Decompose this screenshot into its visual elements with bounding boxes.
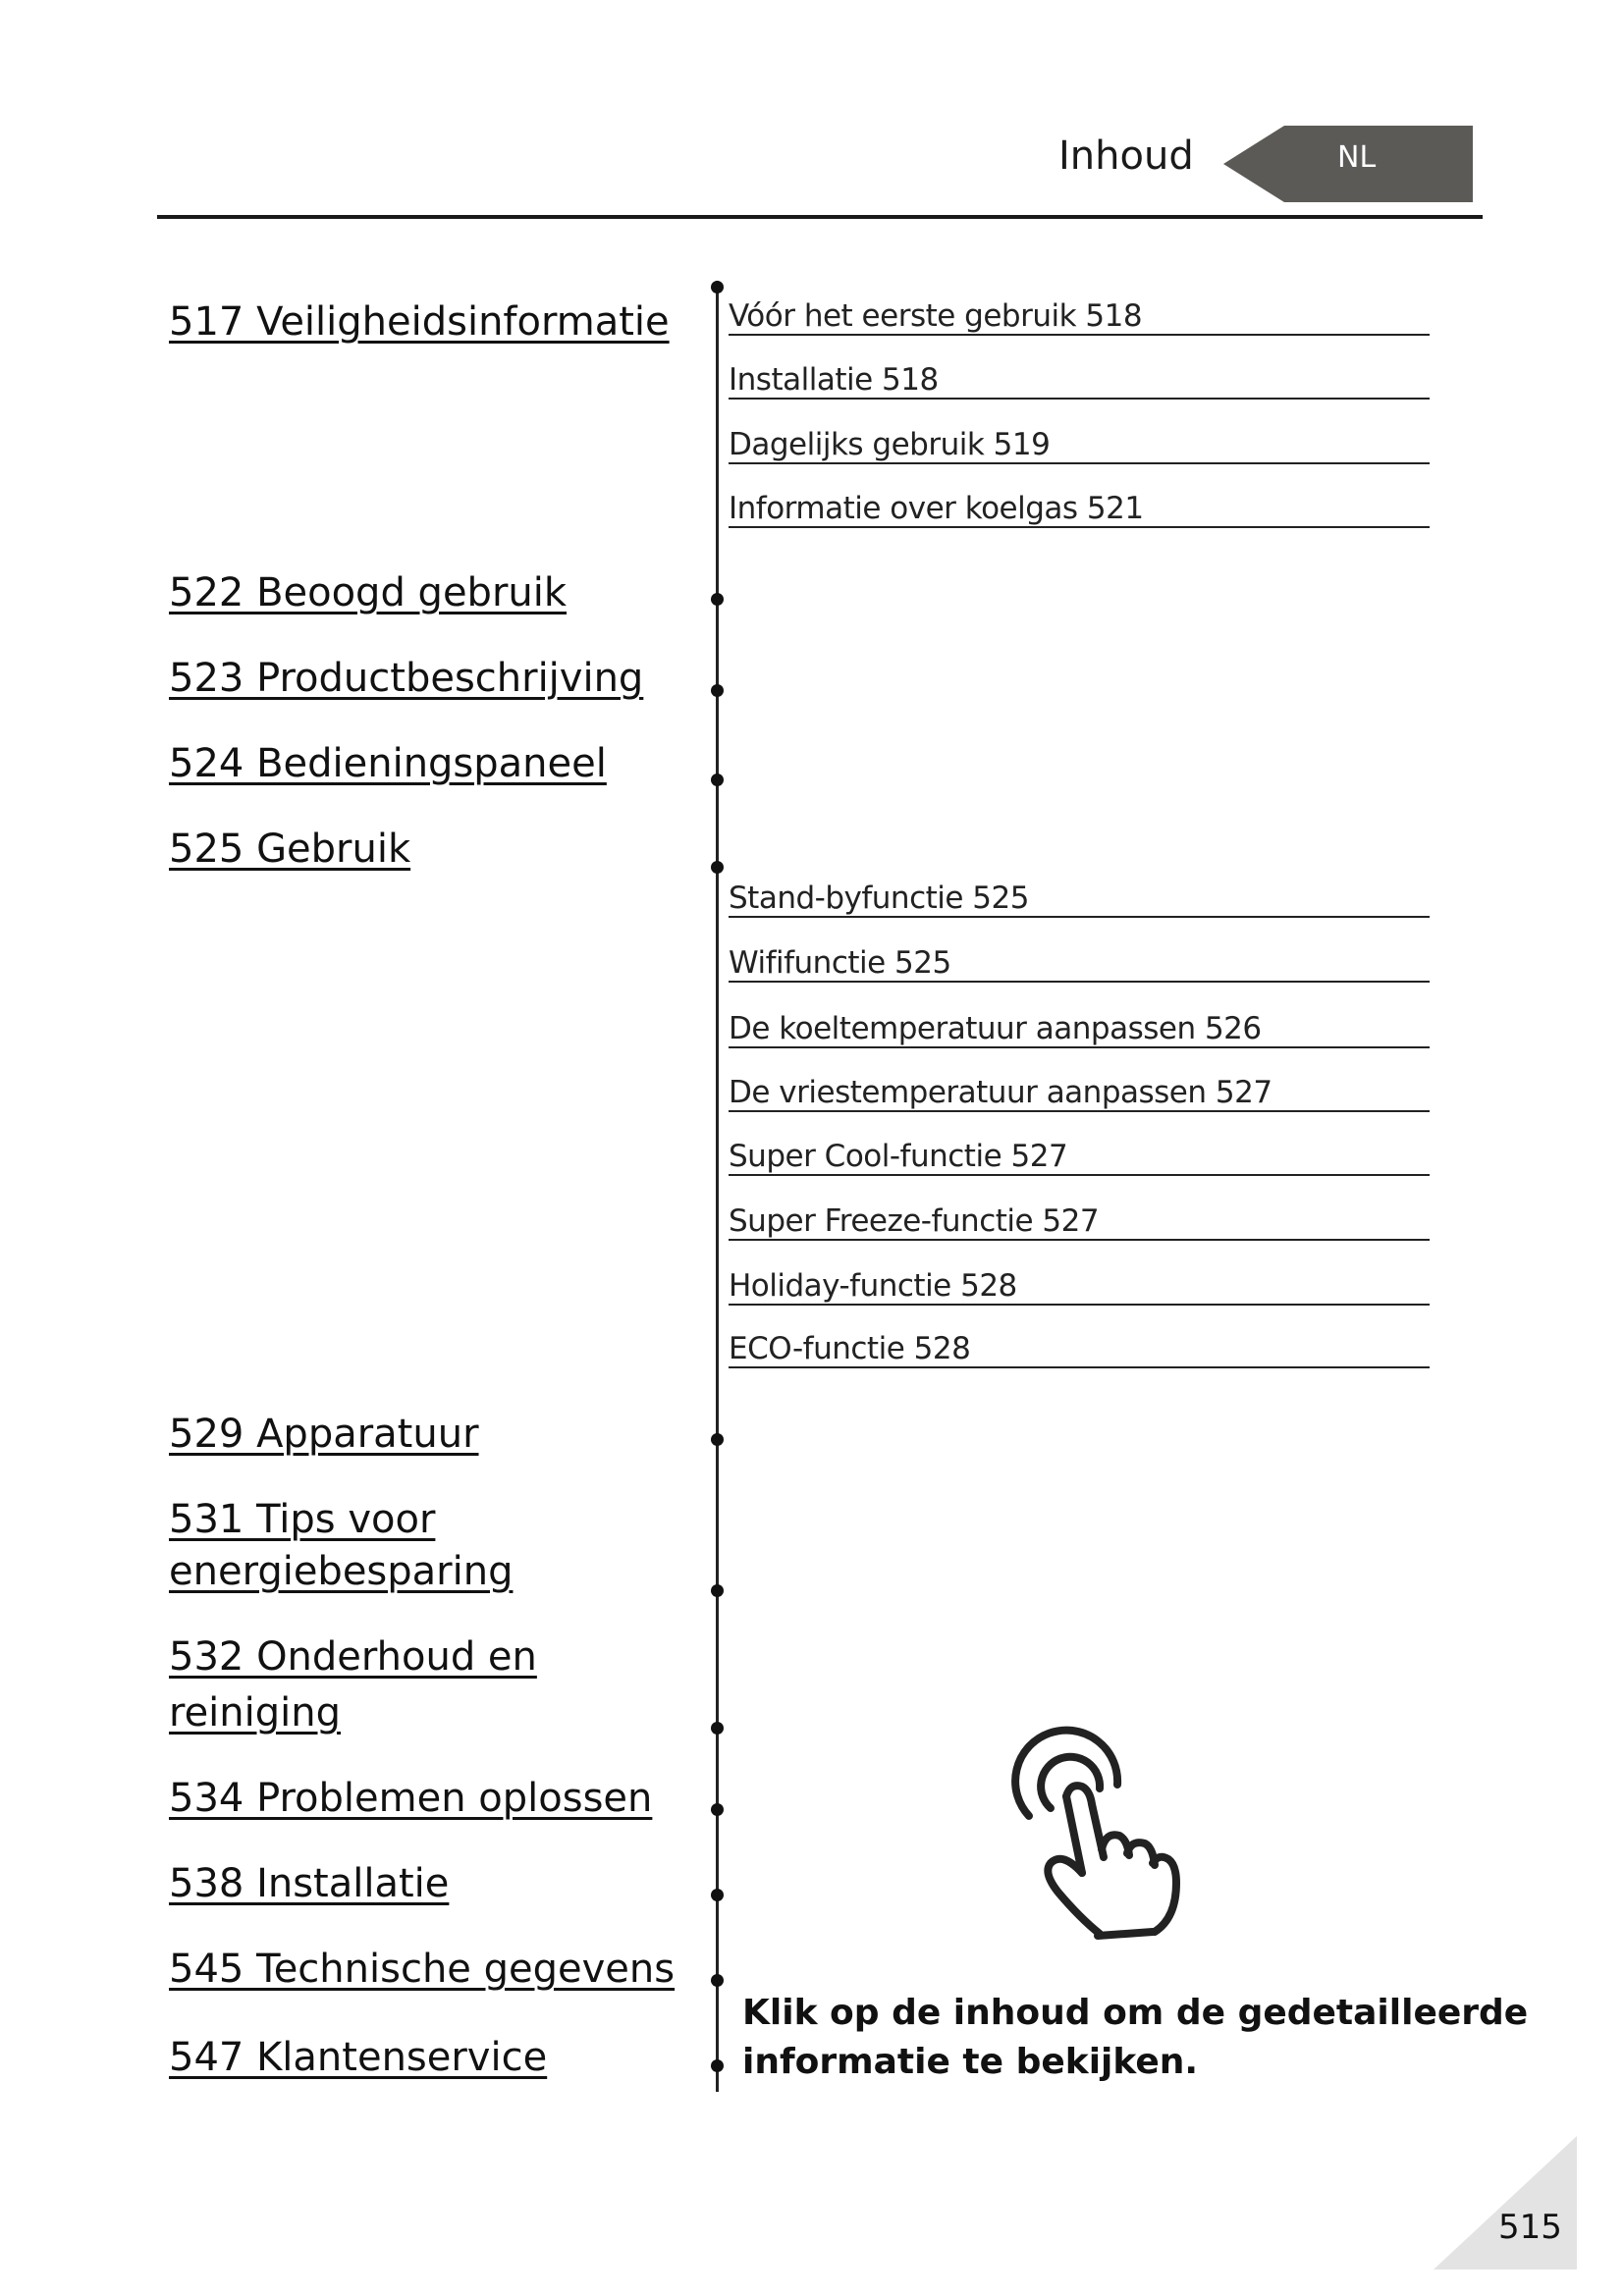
page-corner-decoration xyxy=(1414,2136,1577,2269)
timeline-dot xyxy=(711,1803,724,1816)
timeline-dot xyxy=(711,281,724,294)
timeline-dot xyxy=(711,1722,724,1735)
toc-link-problemen-oplossen[interactable]: 534 Problemen oplossen xyxy=(169,1776,653,1821)
toc-sublink[interactable]: Installatie 518 xyxy=(729,362,1430,400)
header-divider xyxy=(157,215,1483,219)
toc-sublink[interactable]: De vriestemperatuur aanpassen 527 xyxy=(729,1075,1430,1112)
toc-link-technische-gegevens[interactable]: 545 Technische gegevens xyxy=(169,1947,676,1992)
timeline-dot xyxy=(711,593,724,606)
toc-link-onderhoud-reiniging[interactable]: 532 Onderhoud en xyxy=(169,1634,537,1680)
toc-link-installatie[interactable]: 538 Installatie xyxy=(169,1861,450,1906)
tap-hand-icon xyxy=(1001,1726,1198,1942)
toc-sublink[interactable]: ECO-functie 528 xyxy=(729,1331,1430,1368)
toc-link-onderhoud-reiniging-cont[interactable]: reiniging xyxy=(169,1690,341,1735)
toc-link-veiligheidsinformatie[interactable]: 517 Veiligheidsinformatie xyxy=(169,299,670,345)
hint-line-2: informatie te bekijken. xyxy=(742,2042,1199,2082)
toc-link-bedieningspaneel[interactable]: 524 Bedieningspaneel xyxy=(169,741,607,786)
toc-sublink[interactable]: De koeltemperatuur aanpassen 526 xyxy=(729,1011,1430,1048)
toc-link-apparatuur[interactable]: 529 Apparatuur xyxy=(169,1412,479,1457)
toc-sublink[interactable]: Vóór het eerste gebruik 518 xyxy=(729,298,1430,336)
toc-sublink[interactable]: Super Freeze-functie 527 xyxy=(729,1203,1430,1241)
toc-link-gebruik[interactable]: 525 Gebruik xyxy=(169,827,411,872)
timeline-dot xyxy=(711,1433,724,1446)
timeline-dot xyxy=(711,1889,724,1901)
toc-link-beoogd-gebruik[interactable]: 522 Beoogd gebruik xyxy=(169,570,568,615)
language-label: NL xyxy=(1337,140,1377,175)
toc-link-productbeschrijving[interactable]: 523 Productbeschrijving xyxy=(169,656,644,701)
toc-link-klantenservice[interactable]: 547 Klantenservice xyxy=(169,2035,548,2080)
toc-link-tips-energiebesparing-cont[interactable]: energiebesparing xyxy=(169,1549,514,1594)
toc-sublink[interactable]: Stand-byfunctie 525 xyxy=(729,881,1430,918)
timeline-dot xyxy=(711,1584,724,1597)
toc-sublink[interactable]: Wififunctie 525 xyxy=(729,945,1430,983)
timeline-dot xyxy=(711,684,724,697)
toc-sublink[interactable]: Dagelijks gebruik 519 xyxy=(729,427,1430,464)
timeline-dot xyxy=(711,2059,724,2072)
timeline-dot xyxy=(711,1974,724,1987)
hint-line-1: Klik op de inhoud om de gedetailleerde xyxy=(742,1993,1529,2033)
timeline-dot xyxy=(711,774,724,786)
page-number: 515 xyxy=(1498,2208,1562,2247)
timeline-dot xyxy=(711,861,724,874)
toc-sublink[interactable]: Super Cool-functie 527 xyxy=(729,1139,1430,1176)
toc-sublink[interactable]: Holiday-functie 528 xyxy=(729,1268,1430,1306)
timeline-line xyxy=(716,281,719,2092)
hint-text xyxy=(742,1989,1528,2087)
toc-sublink[interactable]: Informatie over koelgas 521 xyxy=(729,491,1430,528)
page-title: Inhoud xyxy=(1058,133,1194,179)
toc-link-tips-energiebesparing[interactable]: 531 Tips voor xyxy=(169,1497,436,1542)
